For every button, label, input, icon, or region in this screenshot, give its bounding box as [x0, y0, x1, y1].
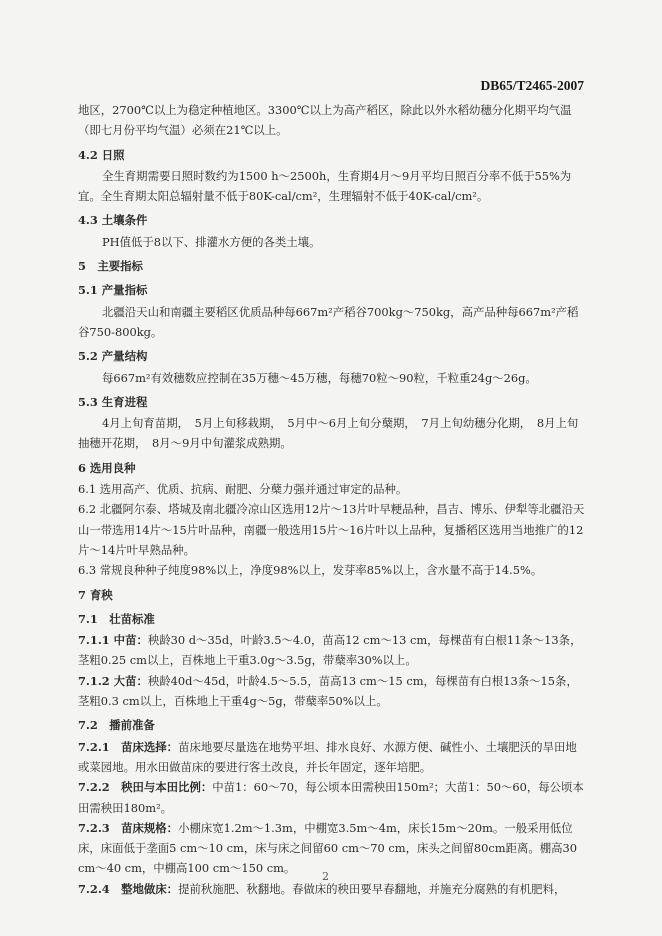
paragraph: 每667m²有效穗数应控制在35万穗～45万穗，每穗70粒～90粒，千粒重24g～26g。 — [102, 370, 537, 385]
paragraph: 4月上旬育苗期， 5月上旬移栽期， 5月中～6月上旬分蘖期， 7月上旬幼穗分化期， 8月上旬抽穗开花期， 8月～9月中旬灌浆成熟期。 — [78, 416, 579, 451]
labeled-paragraph — [78, 671, 588, 712]
section-heading: 5.2 产量结构 — [78, 349, 148, 364]
document-code: DB65/T2465-2007 — [480, 78, 584, 93]
paragraph: 6.1 选用高产、优质、抗病、耐肥、分蘖力强并通过审定的品种。 — [78, 482, 408, 497]
section-heading: 6 选用良种 — [78, 460, 136, 475]
section-heading: 5.3 生育进程 — [78, 394, 148, 409]
clause-text: 中苗1：60～70，每公顷本田需秧田150m²；大苗1：50～60，每公顷本田需秧田180m²。 — [78, 780, 584, 815]
section-heading: 7 育秧 — [78, 587, 113, 602]
clause-label: 7.1.1 中苗： — [78, 633, 148, 648]
labeled-paragraph — [78, 879, 588, 899]
clause-label: 7.2.2 秧田与本田比例： — [78, 780, 213, 795]
document-body — [78, 100, 588, 899]
clause-text: 提前秋施肥、秋翻地。春做床的秧田要早春翻地，并施充分腐熟的有机肥料， — [178, 881, 566, 896]
section-heading: 5 主要指标 — [78, 259, 143, 274]
paragraph: 6.2 北疆阿尔泰、塔城及南北疆冷凉山区选用12片～13片叶早粳品种，昌吉、博乐、伊犁等北疆沿天山一带选用14片～15片叶品种，南疆一般选用15片～16片叶以上品种，复播稻区选用当地推广的12片～14片叶早熟品种。 — [78, 502, 585, 557]
paragraph: 6.3 常规良种种子纯度98%以上，净度98%以上，发芽率85%以上，含水量不高于14.5%。 — [78, 563, 543, 578]
section-heading: 4.3 土壤条件 — [78, 213, 148, 228]
paragraph: 北疆沿天山和南疆主要稻区优质品种每667m²产稻谷700kg～750kg，高产品种每667m²产稻谷750-800kg。 — [78, 304, 579, 339]
section-heading: 7.1 壮苗标准 — [78, 611, 155, 626]
clause-label: 7.2.1 苗床选择： — [78, 739, 179, 754]
clause-text: 苗床地要尽量选在地势平坦、排水良好、水源方便、碱性小、土壤肥沃的旱田地或菜园地。用水田做苗床的要进行客土改良，并长年固定，逐年培肥。 — [78, 739, 577, 774]
clause-label: 7.2.3 苗床规格： — [78, 820, 179, 835]
labeled-paragraph — [78, 818, 588, 879]
section-heading: 7.2 播前准备 — [78, 718, 155, 733]
clause-text: 秧龄40d～45d，叶龄4.5～5.5，苗高13 cm～15 cm，每棵苗有白根13条～15条，茎粗0.3 cm以上，百株地上干重4g～5g，带蘖率50%以上。 — [78, 673, 578, 709]
labeled-paragraph — [78, 737, 588, 778]
labeled-paragraph — [78, 777, 588, 818]
labeled-paragraph — [78, 630, 588, 671]
clause-text: 秧龄30 d～35d，叶龄3.5～4.0，苗高12 cm～13 cm，每棵苗有白根11条～13条，茎粗0.25 cm以上，百株地上干重3.0g～3.5g，带蘖率30%以上。 — [78, 633, 582, 668]
clause-text: 小棚床宽1.2m～1.3m，中棚宽3.5m～4m，床长15m～20m。一般采用低位床，床面低于垄面5 cm～10 cm，床与床之间留60 cm～70 cm，床头之间留80cm距离。棚高30 cm～40 cm，中棚高100 cm～150 cm。 — [78, 820, 578, 876]
paragraph: 全生育期需要日照时数约为1500 h～2500h，生育期4月～9月平均日照百分率不低于55%为宜。全生育期太阳总辐射量不低于80K-cal/cm²，生理辐射不低于40K-cal/cm²。 — [78, 168, 572, 204]
paragraph: PH值低于8以下、排灌水方便的各类土壤。 — [102, 234, 321, 249]
section-heading: 5.1 产量指标 — [78, 283, 148, 298]
clause-label: 7.2.4 整地做床： — [78, 881, 179, 896]
clause-label: 7.1.2 大苗： — [78, 673, 148, 688]
paragraph: 地区，2700℃以上为稳定种植地区。3300℃以上为高产稻区，除此以外水稻幼穗分化期平均气温（即七月份平均气温）必须在21℃以上。 — [78, 103, 572, 138]
page-number: 2 — [322, 870, 329, 883]
section-heading: 4.2 日照 — [78, 147, 125, 162]
